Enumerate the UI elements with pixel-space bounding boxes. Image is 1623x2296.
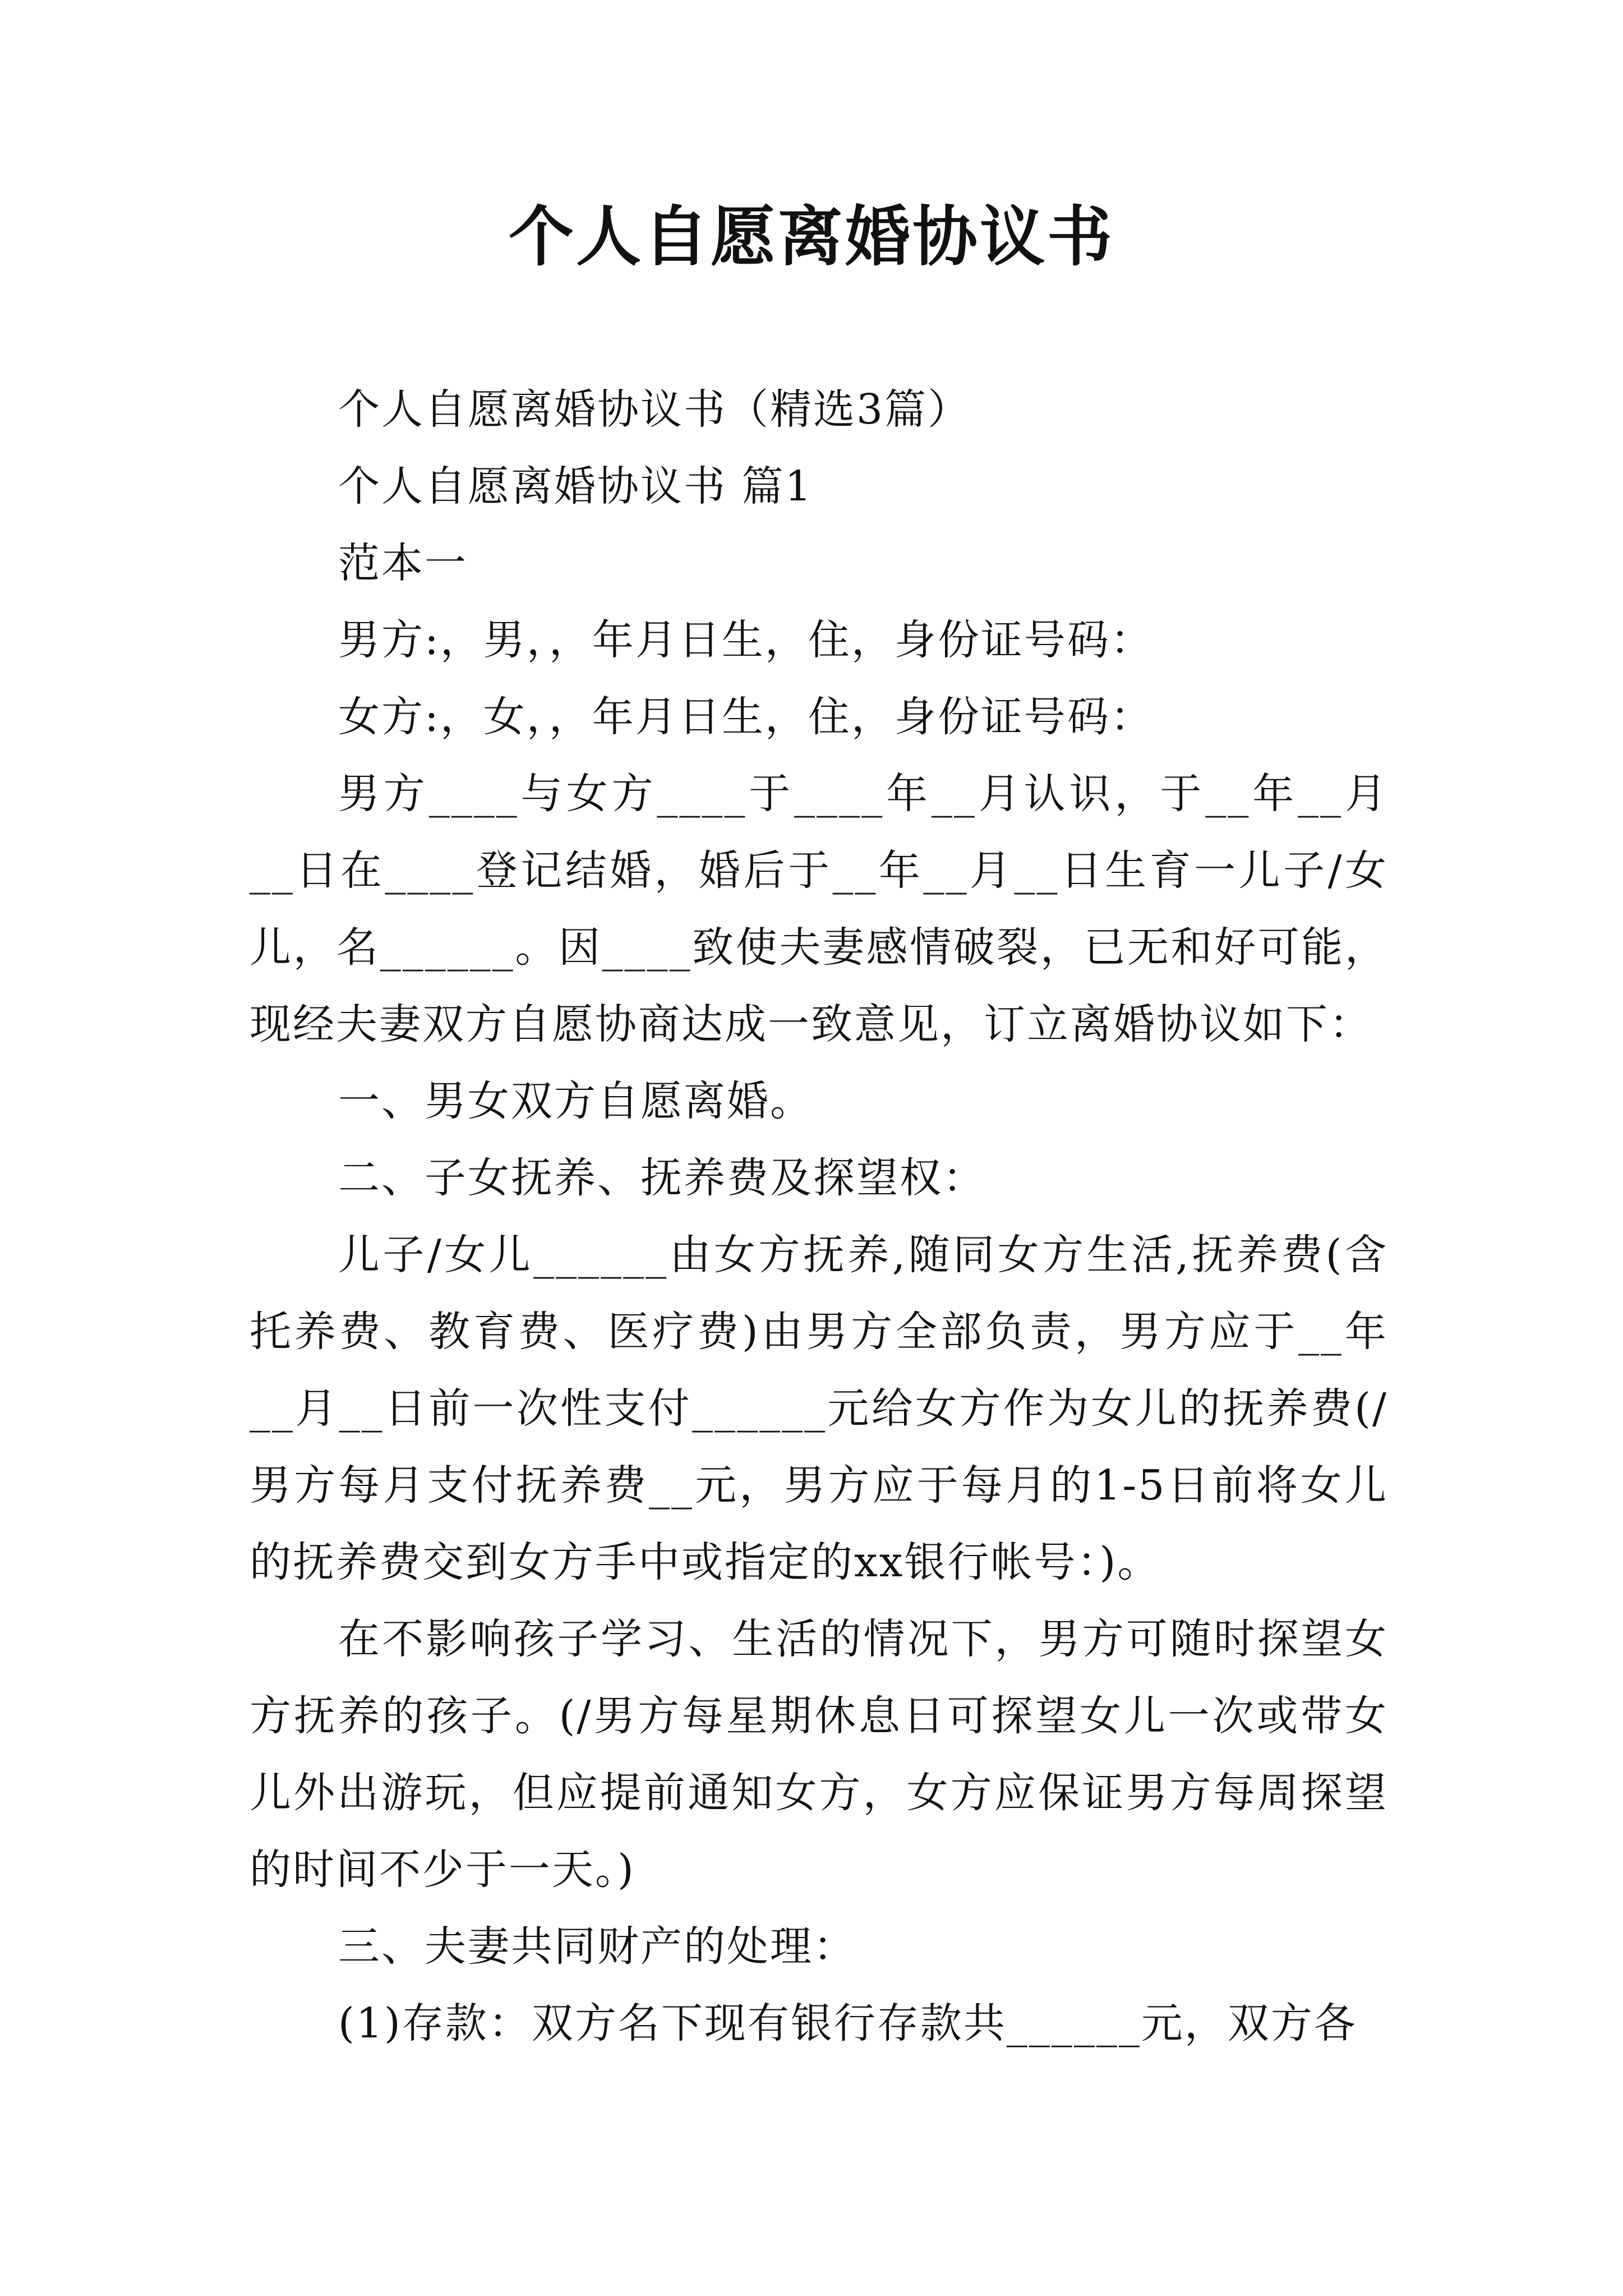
paragraph-subtitle: 个人自愿离婚协议书（精选3篇） — [338, 385, 971, 434]
paragraph-marriage-background: 男方____与女方____于____年__月认识，于__年__月__日在____登记结婚，婚后于__年__月__日生育一儿子/女儿，名______。因____致使夫妻感情破裂，已无和好可能，现经夫妻双方自愿协商达成一致意见，订立离婚协议如下： — [250, 770, 1388, 1048]
paragraph-clause-1: 一、男女双方自愿离婚。 — [338, 1077, 813, 1125]
paragraph-template-label: 范本一 — [338, 539, 468, 587]
paragraph-male-party: 男方:，男，，年月日生，住，身份证号码： — [338, 616, 1154, 664]
paragraph-clause-2-heading: 二、子女抚养、抚养费及探望权： — [338, 1154, 986, 1202]
paragraph-part-heading: 个人自愿离婚协议书 篇1 — [338, 462, 813, 510]
paragraph-clause-3-heading: 三、夫妻共同财产的处理： — [338, 1922, 856, 1971]
document-body — [250, 371, 1388, 2062]
document-title: 个人自愿离婚协议书 — [509, 199, 1114, 275]
paragraph-child-support: 儿子/女儿______由女方抚养,随同女方生活,抚养费(含托养费、教育费、医疗费)由男方全部负责，男方应于__年__月__日前一次性支付______元给女方作为女儿的抚养费(/男方每月支付抚养费__元，男方应于每月的1-5日前将女儿的抚养费交到女方手中或指定的xx银行帐号：)。 — [250, 1231, 1388, 1586]
paragraph-female-party: 女方:，女，，年月日生，住，身份证号码： — [338, 693, 1154, 741]
paragraph-visitation: 在不影响孩子学习、生活的情况下，男方可随时探望女方抚养的孩子。(/男方每星期休息日可探望女儿一次或带女儿外出游玩，但应提前通知女方，女方应保证男方每周探望的时间不少于一天。) — [250, 1615, 1388, 1894]
paragraph-savings: (1)存款：双方名下现有银行存款共______元，双方各 — [338, 1999, 1357, 2047]
